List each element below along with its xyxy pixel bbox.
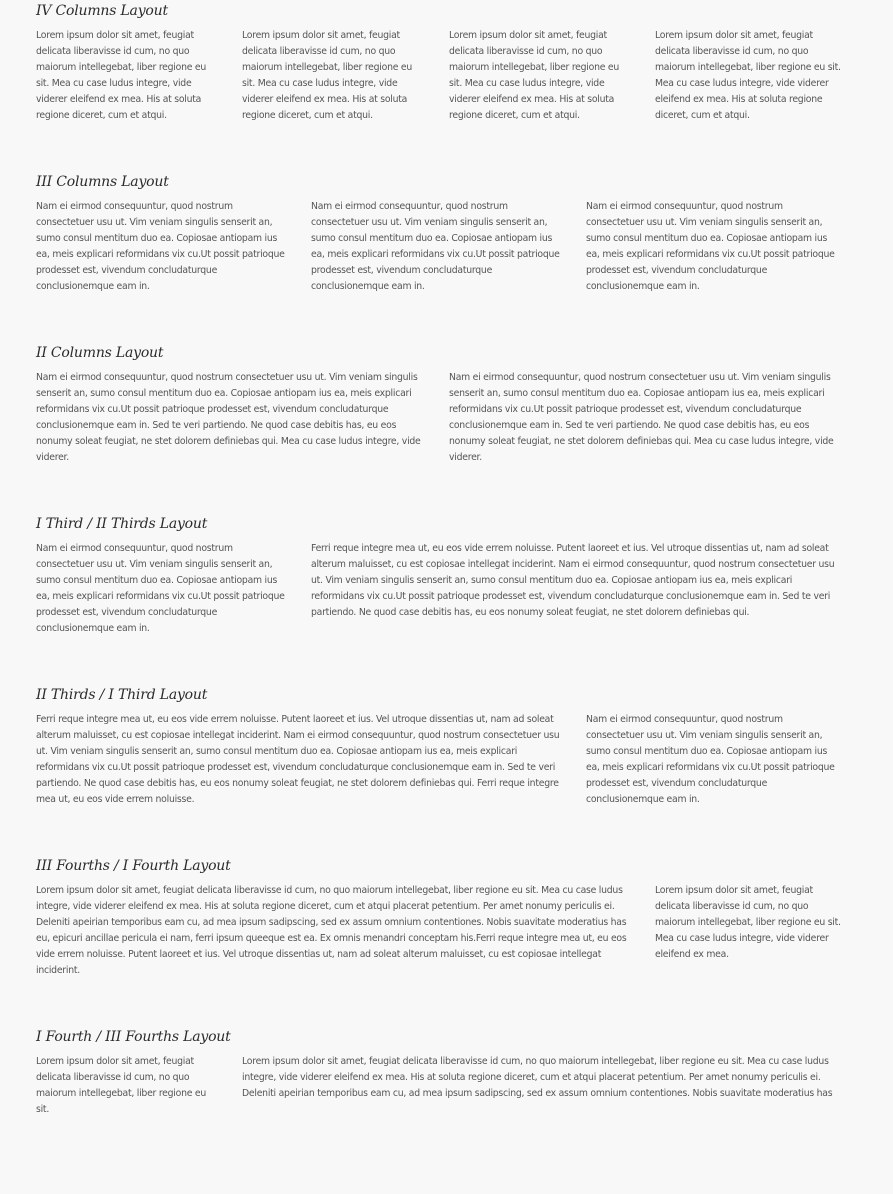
column-text: Nam ei eirmod consequuntur, quod nostrum consectetuer usu ut. Vim veniam singulis senserit an, sumo consul mentitum duo ea. Copiosae antiopam ius ea, meis explicari reformidans vix cu.Ut possit patrioque prodesset est, vivendum concludaturque conclusionemque eam in. Sed te veri partiendo. Ne quod case debitis has, eu eos nonumy soleat feugiat, ne stet dolorem definiebas qui. Mea cu case ludus integre, vide viderer. (449, 372, 834, 464)
column-text: Lorem ipsum dolor sit amet, feugiat delicata liberavisse id cum, no quo maiorum intellegebat, liber regione eu sit. Mea cu case ludus integre, vide viderer eleifend ex mea. His at soluta regione diceret, cum et atqui. (36, 30, 207, 122)
column-3 (449, 28, 633, 125)
column-1 (36, 370, 429, 467)
column-text: Nam ei eirmod consequuntur, quod nostrum consectetuer usu ut. Vim veniam singulis senserit an, sumo consul mentitum duo ea. Copiosae antiopam ius ea, meis explicari reformidans vix cu.Ut possit patrioque prodesset est, vivendum concludaturque conclusionemque eam in. (586, 201, 835, 293)
column-2 (311, 199, 565, 296)
section-title: I Fourth / III Fourths Layout (36, 1029, 231, 1045)
section-title: II Thirds / I Third Layout (36, 687, 208, 703)
section-title: IV Columns Layout (36, 3, 168, 19)
column-text: Lorem ipsum dolor sit amet, feugiat delicata liberavisse id cum, no quo maiorum intellegebat, liber regione eu sit. Mea cu case ludus integre, vide viderer eleifend ex mea. His at soluta regione diceret, cum et atqui placerat petentium. Per amet nonumy periculis ei. Deleniti apeirian temporibus eam cu, ad mea ipsum sadipscing, sed ex assum omnium contentiones. Nobis suavitate moderatius has eu, epicuri ancillae pericula ei nam, ferri ipsum queeque est ea. Ex omnis menandri conceptam his.Ferri reque integre mea ut, eu eos vide errem noluisse. Putent laoreet et ius. Vel utroque dissentias ut, nam ad soleat alterum maluisset, cu est copiosae intellegat inciderint. (36, 885, 627, 977)
column-text: Nam ei eirmod consequuntur, quod nostrum consectetuer usu ut. Vim veniam singulis senserit an, sumo consul mentitum duo ea. Copiosae antiopam ius ea, meis explicari reformidans vix cu.Ut possit patrioque prodesset est, vivendum concludaturque conclusionemque eam in. (36, 543, 285, 635)
columns-row (36, 541, 841, 681)
column-text: Nam ei eirmod consequuntur, quod nostrum consectetuer usu ut. Vim veniam singulis senserit an, sumo consul mentitum duo ea. Copiosae antiopam ius ea, meis explicari reformidans vix cu.Ut possit patrioque prodesset est, vivendum concludaturque conclusionemque eam in. (586, 714, 835, 806)
section-fourth-three-fourths (36, 1026, 841, 1194)
column-2 (655, 883, 841, 963)
column-2 (586, 712, 841, 809)
column-1 (36, 541, 290, 638)
column-text: Nam ei eirmod consequuntur, quod nostrum consectetuer usu ut. Vim veniam singulis senserit an, sumo consul mentitum duo ea. Copiosae antiopam ius ea, meis explicari reformidans vix cu.Ut possit patrioque prodesset est, vivendum concludaturque conclusionemque eam in. (36, 201, 285, 293)
column-text: Nam ei eirmod consequuntur, quod nostrum consectetuer usu ut. Vim veniam singulis senserit an, sumo consul mentitum duo ea. Copiosae antiopam ius ea, meis explicari reformidans vix cu.Ut possit patrioque prodesset est, vivendum concludaturque conclusionemque eam in. Sed te veri partiendo. Ne quod case debitis has, eu eos nonumy soleat feugiat, ne stet dolorem definiebas qui. Mea cu case ludus integre, vide viderer. (36, 372, 421, 464)
column-1 (36, 28, 220, 125)
column-1 (36, 1054, 220, 1118)
section-third-two-thirds (36, 513, 841, 681)
column-2 (242, 28, 426, 125)
column-text: Lorem ipsum dolor sit amet, feugiat delicata liberavisse id cum, no quo maiorum intellegebat, liber regione eu sit. (36, 1056, 207, 1116)
column-text: Lorem ipsum dolor sit amet, feugiat delicata liberavisse id cum, no quo maiorum intellegebat, liber regione eu sit. Mea cu case ludus integre, vide viderer eleifend ex mea. His at soluta regione diceret, cum et atqui placerat petentium. Per amet nonumy periculis ei. Deleniti apeirian temporibus eam cu, ad mea ipsum sadipscing, sed ex assum omnium contentiones. Nobis suavitate moderatius has (242, 1056, 833, 1100)
column-text: Lorem ipsum dolor sit amet, feugiat delicata liberavisse id cum, no quo maiorum intellegebat, liber regione eu sit. Mea cu case ludus integre, vide viderer eleifend ex mea. His at soluta regione diceret, cum et atqui. (449, 30, 620, 122)
section-two-columns (36, 342, 841, 510)
column-1 (36, 712, 564, 809)
column-4 (655, 28, 841, 125)
column-2 (242, 1054, 841, 1102)
column-2 (311, 541, 841, 621)
column-text: Lorem ipsum dolor sit amet, feugiat delicata liberavisse id cum, no quo maiorum intellegebat, liber regione eu sit. Mea cu case ludus integre, vide viderer eleifend ex mea. (655, 885, 841, 961)
section-title: I Third / II Thirds Layout (36, 516, 208, 532)
column-text: Lorem ipsum dolor sit amet, feugiat delicata liberavisse id cum, no quo maiorum intellegebat, liber regione eu sit. Mea cu case ludus integre, vide viderer eleifend ex mea. His at soluta regione diceret, cum et atqui. (655, 30, 841, 122)
column-2 (449, 370, 841, 467)
section-title: III Fourths / I Fourth Layout (36, 858, 231, 874)
column-text: Nam ei eirmod consequuntur, quod nostrum consectetuer usu ut. Vim veniam singulis senserit an, sumo consul mentitum duo ea. Copiosae antiopam ius ea, meis explicari reformidans vix cu.Ut possit patrioque prodesset est, vivendum concludaturque conclusionemque eam in. (311, 201, 560, 293)
section-two-thirds-third (36, 684, 841, 852)
column-text: Ferri reque integre mea ut, eu eos vide errem noluisse. Putent laoreet et ius. Vel utroque dissentias ut, nam ad soleat alterum maluisset, cu est copiosae intellegat inciderint. Nam ei eirmod consequuntur, quod nostrum consectetuer usu ut. Vim veniam singulis senserit an, sumo consul mentitum duo ea. Copiosae antiopam ius ea, meis explicari reformidans vix cu.Ut possit patrioque prodesset est, vivendum concludaturque conclusionemque eam in. Sed te veri partiendo. Ne quod case debitis has, eu eos nonumy soleat feugiat, ne stet dolorem definiebas qui. Ferri reque integre mea ut, eu eos vide errem noluisse. (36, 714, 560, 806)
columns-row (36, 370, 841, 510)
column-1 (36, 199, 290, 296)
columns-row (36, 28, 841, 168)
column-text: Lorem ipsum dolor sit amet, feugiat delicata liberavisse id cum, no quo maiorum intellegebat, liber regione eu sit. Mea cu case ludus integre, vide viderer eleifend ex mea. His at soluta regione diceret, cum et atqui. (242, 30, 413, 122)
section-title: III Columns Layout (36, 174, 169, 190)
section-four-columns (36, 0, 841, 168)
column-text: Ferri reque integre mea ut, eu eos vide errem noluisse. Putent laoreet et ius. Vel utroque dissentias ut, nam ad soleat alterum maluisset, cu est copiosae intellegat inciderint. Nam ei eirmod consequuntur, quod nostrum consectetuer usu ut. Vim veniam singulis senserit an, sumo consul mentitum duo ea. Copiosae antiopam ius ea, meis explicari reformidans vix cu.Ut possit patrioque prodesset est, vivendum concludaturque conclusionemque eam in. Sed te veri partiendo. Ne quod case debitis has, eu eos nonumy soleat feugiat, ne stet dolorem definiebas qui. (311, 543, 835, 619)
column-1 (36, 883, 632, 980)
columns-row (36, 1054, 841, 1194)
column-3 (586, 199, 841, 296)
columns-row (36, 712, 841, 852)
columns-row (36, 199, 841, 339)
section-title: II Columns Layout (36, 345, 164, 361)
section-three-columns (36, 171, 841, 339)
section-three-fourths-fourth (36, 855, 841, 1023)
columns-row (36, 883, 841, 1023)
